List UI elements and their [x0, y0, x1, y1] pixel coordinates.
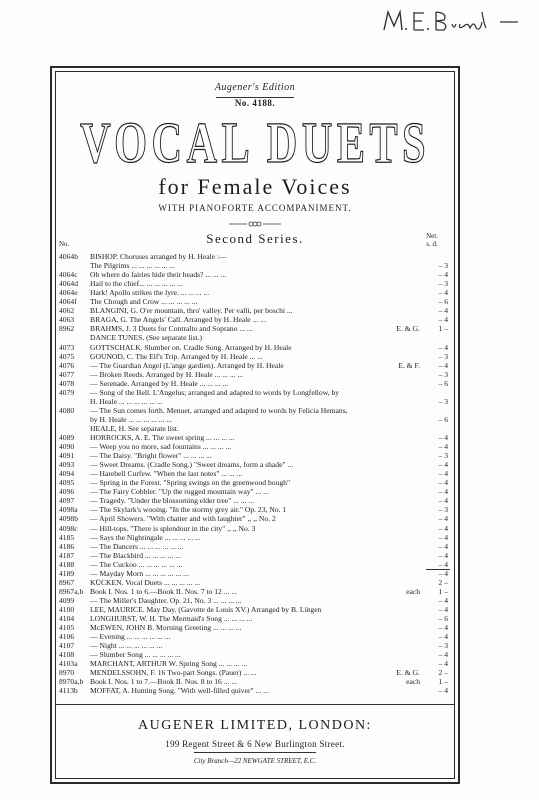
catalog-price: – 4	[438, 568, 448, 578]
catalog-price: – 4	[438, 541, 448, 551]
accompaniment-note: WITH PIANOFORTE ACCOMPANIMENT.	[158, 203, 352, 213]
catalog-number: 8967a,b	[59, 586, 84, 596]
catalog-row	[56, 560, 454, 569]
catalog-number: 4091	[59, 451, 75, 461]
catalog-price: – 6	[438, 378, 448, 388]
catalog-row	[56, 415, 454, 424]
catalog-title: Book I. Nos. 1 to 6.—Book II. Nos. 7 to 12 ... ...	[90, 586, 238, 596]
catalog-number: 8967	[59, 577, 75, 587]
catalog-number: 4064c	[59, 270, 78, 280]
catalog-title: — Tragedy. "Under the blossoming elder tree" ... ... ...	[90, 496, 255, 506]
catalog-title: Book I. Nos. 1 to 7.—Book II. Nos. 8 to 16 ... ...	[90, 677, 238, 687]
catalog-price: – 3	[438, 279, 448, 289]
catalog-title: Hail to the chief... ... ... ... ... ...	[90, 279, 183, 289]
catalog-price: – 3	[438, 261, 448, 271]
catalog-number: 4075	[59, 351, 75, 361]
catalog-publisher: E. & G.	[396, 668, 420, 678]
catalog-row	[56, 424, 454, 433]
catalog-price: – 4	[438, 270, 448, 280]
catalog-row	[56, 623, 454, 632]
catalog-title: — Hill-tops. "There is splendour in the city" ,, ,, No. 3	[90, 523, 256, 533]
catalog-number: 4104	[59, 614, 75, 623]
catalog-title: MOFFAT, A. Hunting Song. "With well-filled quiver" ... ...	[90, 686, 269, 696]
catalog-number: 4097	[59, 496, 75, 506]
catalog-price: – 4	[438, 686, 448, 696]
catalog-price: – 4	[438, 514, 448, 524]
catalog-title: BISHOP. Choruses arranged by H. Heale :—	[90, 252, 227, 261]
catalog-number: 4186	[59, 541, 75, 551]
catalog-row	[56, 315, 454, 324]
catalog-title: McEWEN, JOHN B. Morning Greeting ... ... ... ...	[90, 623, 242, 633]
catalog-row	[56, 324, 454, 333]
catalog-number: 4063	[59, 315, 75, 325]
catalog-row	[56, 487, 454, 496]
highlight-underline	[426, 569, 450, 570]
catalog-price: – 4	[438, 306, 448, 316]
catalog-number: 4107	[59, 641, 75, 651]
catalog-title: The Pilgrims ... ... ... ... ... ...	[90, 261, 176, 271]
catalog-price: – 6	[438, 614, 448, 623]
publisher-address: 199 Regent Street & 6 New Burlington Street.	[165, 739, 345, 749]
catalog-price: 2 –	[438, 668, 448, 678]
catalog-price: – 4	[438, 360, 448, 370]
catalog-price: – 4	[438, 315, 448, 325]
title-page	[56, 72, 454, 778]
shillings-pence-label: s. d.	[426, 240, 438, 248]
catalog-number: 4076	[59, 360, 75, 370]
catalog-title: MARCHANT, ARTHUR W. Spring Song ... ... ... ...	[90, 659, 248, 669]
catalog-title: by H. Heale ... ... ... ... ... ...	[90, 414, 173, 424]
city-branch: City Branch—22 NEWGATE STREET, E.C.	[193, 757, 317, 765]
catalog-price: – 4	[438, 433, 448, 442]
catalog-title: HORROCKS, A. E. The sweet spring ... ... ... ...	[90, 433, 235, 442]
catalog-number: 4098c	[59, 523, 78, 533]
catalog-row	[56, 605, 454, 614]
catalog-number: 4064e	[59, 288, 78, 298]
catalog-row	[56, 505, 454, 514]
catalog-price: – 4	[438, 659, 448, 669]
catalog-title: H. Heale ... ... ... ... ... ...	[90, 396, 163, 406]
catalog-title: — Evening ... ... ... ... ... ...	[90, 632, 171, 642]
catalog-row	[56, 686, 454, 695]
main-title-text: VOCAL DUETS	[80, 110, 430, 175]
catalog-title: BRAHMS, J. 3 Duets for Contralto and Soprano ... ...	[90, 324, 253, 334]
catalog-title: — The Blackbird ... ... ... ... ...	[90, 550, 181, 560]
catalog-number: 4079	[59, 387, 75, 397]
catalog-title: BLANGINI, G. O'er mountain, thro' valley. Per valli, per boschi ...	[90, 306, 293, 316]
catalog-price: – 3	[438, 369, 448, 379]
catalog-price: – 3	[438, 396, 448, 406]
catalog-number: 8970a,b	[59, 677, 84, 687]
catalog-row	[56, 478, 454, 487]
catalog-price: 1 –	[438, 324, 448, 334]
catalog-title: Hark! Apollo strikes the lyre. ... ... ... ...	[90, 288, 210, 298]
catalog-price: – 4	[438, 650, 448, 660]
catalog-number: 4100	[59, 604, 75, 614]
catalog-price: – 4	[438, 550, 448, 560]
catalog-number: 8962	[59, 324, 75, 334]
catalog-price: – 4	[438, 487, 448, 497]
catalog-row	[56, 306, 454, 315]
catalog-price: – 4	[438, 604, 448, 614]
catalog-title: LEE, MAURICE. May Day. (Gavotte de Louis XV.) Arranged by B. Lütgen	[90, 604, 322, 614]
catalog-title: — The Dancers ... ... ... ... ... ...	[90, 541, 184, 551]
net-label: Net.	[426, 232, 438, 240]
catalog-row	[56, 469, 454, 478]
catalog-title: — The Sun comes forth. Menuet, arranged and adapted to words by Felicia Hemans,	[90, 405, 348, 415]
subtitle: for Female Voices	[158, 174, 352, 199]
catalog-number: 4073	[59, 342, 75, 352]
catalog-title: — Weep you no more, sad fountains ... ... ... ...	[90, 442, 232, 452]
catalog-title: MENDELSSOHN, F. 16 Two-part Songs. (Pauer) ... ...	[90, 668, 257, 678]
catalog-row	[56, 677, 454, 686]
catalog-row	[56, 361, 454, 370]
catalog-title: — The Miller's Daughter. Op. 21, No. 3 ... ... ... ...	[90, 595, 242, 605]
catalog-row	[56, 596, 454, 605]
catalog-row	[56, 406, 454, 415]
column-header-number: No.	[59, 240, 70, 248]
catalog-number: 4187	[59, 550, 75, 560]
catalog-number: 4095	[59, 478, 75, 488]
catalog-title: — Says the Nightingale ... ... ... ... ...	[90, 532, 201, 542]
main-title	[56, 110, 454, 175]
catalog-title: — The Fairy Cobbler. "Up the rugged mountain way" ... ...	[90, 487, 269, 497]
handwritten-signature	[378, 4, 526, 40]
catalog-row	[56, 496, 454, 505]
catalog-row	[56, 659, 454, 668]
catalog-row	[56, 578, 454, 587]
catalog-title: — The Daisy. "Bright flower" ... ... ... ...	[90, 451, 212, 461]
catalog-title: — April Showers. "With chatter and with laughter" ,, ,, No. 2	[90, 514, 276, 524]
catalog-price: – 4	[438, 532, 448, 542]
publisher-divider	[56, 704, 454, 705]
catalog-row	[56, 388, 454, 397]
catalog-publisher: E. & F.	[398, 360, 420, 370]
catalog-title: — Night ... ... ... ... ... ...	[90, 641, 163, 651]
catalog-price: – 4	[438, 460, 448, 470]
catalog-price: – 4	[438, 469, 448, 479]
catalog-row	[56, 370, 454, 379]
catalog-number: 4080	[59, 405, 75, 415]
edition-number: No. 4188.	[234, 98, 276, 108]
address-divider	[194, 752, 316, 753]
catalog-row	[56, 379, 454, 388]
edition-label: Augener's Edition	[214, 82, 296, 93]
catalog-number: 4185	[59, 532, 75, 542]
catalog-number: 4062	[59, 306, 75, 316]
catalog-title: BRAGA, G. The Angels' Call. Arranged by H. Heale ... ...	[90, 315, 266, 325]
catalog-price: – 6	[438, 297, 448, 307]
catalog-row	[56, 641, 454, 650]
catalog-number: 4106	[59, 632, 75, 642]
catalog-price: 1 –	[438, 586, 448, 596]
catalog-number: 4096	[59, 487, 75, 497]
catalog-title: — Slumber Song ... ... ... ... ...	[90, 650, 181, 660]
catalog-row	[56, 587, 454, 596]
catalog-row	[56, 433, 454, 442]
catalog-number: 4094	[59, 469, 75, 479]
catalog-row	[56, 524, 454, 533]
catalog-number: 4113b	[59, 686, 78, 696]
catalog-row	[56, 333, 454, 342]
catalog-title: — Harebell Curfew. "When the last notes" ... ... ...	[90, 469, 243, 479]
series-heading: Second Series.	[206, 231, 304, 246]
catalog-number: 4108	[59, 650, 75, 660]
column-header-net	[422, 232, 442, 248]
catalog-number: 4189	[59, 568, 75, 578]
catalog-number: 4089	[59, 433, 75, 442]
catalog-price: 2 –	[438, 577, 448, 587]
catalog-row	[56, 451, 454, 460]
catalog-price: – 3	[438, 641, 448, 651]
catalog-price: – 4	[438, 523, 448, 533]
catalog-price: – 4	[438, 623, 448, 633]
catalog-title: Oh where do fairies hide their heads? ... ... ...	[90, 270, 227, 280]
catalog-number: 4064f	[59, 297, 77, 307]
catalog-title: — Song of the Bell. L'Angelus; arranged and adapted to words by Longfellow, by	[90, 387, 340, 397]
catalog-title: The Chough and Crow ... ... ... ... ...	[90, 297, 198, 307]
catalog-price: – 4	[438, 559, 448, 569]
catalog-title: — The Guardian Angel (L'ange gardien). Arranged by H. Heale	[90, 360, 284, 370]
catalog-number: 4064b	[59, 252, 78, 261]
catalog-price: – 6	[438, 414, 448, 424]
catalog-publisher: each	[406, 677, 420, 687]
catalog-row	[56, 551, 454, 560]
catalog-row	[56, 542, 454, 551]
catalog-title: — Mayday Morn ... ... ... ... ... ...	[90, 568, 189, 578]
catalog-title: LONGHURST, W. H. The Mermaid's Song ... ... ... ...	[90, 614, 253, 623]
catalog-row	[56, 632, 454, 641]
catalog-price: – 4	[438, 595, 448, 605]
catalog-number: 4077	[59, 369, 75, 379]
catalog-title: KÜCKEN. Vocal Duets ... ... ... ... ...	[90, 577, 201, 587]
catalog-price: – 3	[438, 451, 448, 461]
catalog-number: 4090	[59, 442, 75, 452]
catalog-title: — Sweet Dreams. (Cradle Song.) "Sweet dreams, form a shade" ...	[90, 460, 294, 470]
catalog-row	[56, 460, 454, 469]
catalog-number: 4099	[59, 595, 75, 605]
catalog-title: — Broken Reeds. Arranged by H. Heale ... ... ... ...	[90, 369, 244, 379]
catalog-price: – 3	[438, 351, 448, 361]
catalog-title: — The Skylark's wooing. "In the stormy grey air." Op. 23, No. 1	[90, 505, 287, 515]
catalog-row	[56, 352, 454, 361]
catalog-row	[56, 397, 454, 406]
catalog-number: 4188	[59, 559, 75, 569]
catalog-number: 4105	[59, 623, 75, 633]
catalog-price: – 4	[438, 496, 448, 506]
catalog-row	[56, 297, 454, 306]
catalog-row	[56, 252, 454, 261]
catalog-price: – 3	[438, 505, 448, 515]
catalog-title: GOTTSCHALK. Slumber on. Cradle Song. Arranged by H. Heale	[90, 342, 292, 352]
ornament-divider	[229, 220, 281, 228]
catalog-publisher: each	[406, 586, 420, 596]
catalog-row	[56, 343, 454, 352]
catalog-number: 4064d	[59, 279, 78, 289]
catalog-row	[56, 279, 454, 288]
catalog-publisher: E. & G.	[396, 324, 420, 334]
publisher-name: AUGENER LIMITED, LONDON:	[138, 718, 372, 733]
catalog-row	[56, 614, 454, 623]
catalog-price: – 4	[438, 342, 448, 352]
catalog-row	[56, 261, 454, 270]
catalog-title: GOUNOD, C. The Elf's Trip. Arranged by H. Heale ... ...	[90, 351, 263, 361]
catalog-number: 8970	[59, 668, 75, 678]
catalog-row	[56, 569, 454, 578]
catalog-price: – 4	[438, 632, 448, 642]
catalog-number: 4093	[59, 460, 75, 470]
catalog-title: HEALE, H. See separate list.	[90, 423, 179, 433]
catalog-title: — Serenade. Arranged by H. Heale ... ... ... ...	[90, 378, 229, 388]
catalog-row	[56, 650, 454, 659]
catalog-row	[56, 533, 454, 542]
catalog-row	[56, 442, 454, 451]
catalog-price: – 4	[438, 442, 448, 452]
catalog-row	[56, 514, 454, 523]
catalog-title: — Spring in the Forest. "Spring swings on the greenwood bough"	[90, 478, 291, 488]
catalog-row	[56, 270, 454, 279]
catalog-number: 4078	[59, 378, 75, 388]
catalog-price: – 4	[438, 288, 448, 298]
catalog-row	[56, 668, 454, 677]
catalog-title: DANCE TUNES. (See separate list.)	[90, 333, 203, 343]
catalog-title: — The Cuckoo ... ... ... ... ... ...	[90, 559, 183, 569]
catalog-row	[56, 288, 454, 297]
catalog-price: 1 –	[438, 677, 448, 687]
catalog-number: 4098a	[59, 505, 78, 515]
catalog-number: 4098b	[59, 514, 78, 524]
catalog-number: 4103a	[59, 659, 78, 669]
catalog-price: – 4	[438, 478, 448, 488]
